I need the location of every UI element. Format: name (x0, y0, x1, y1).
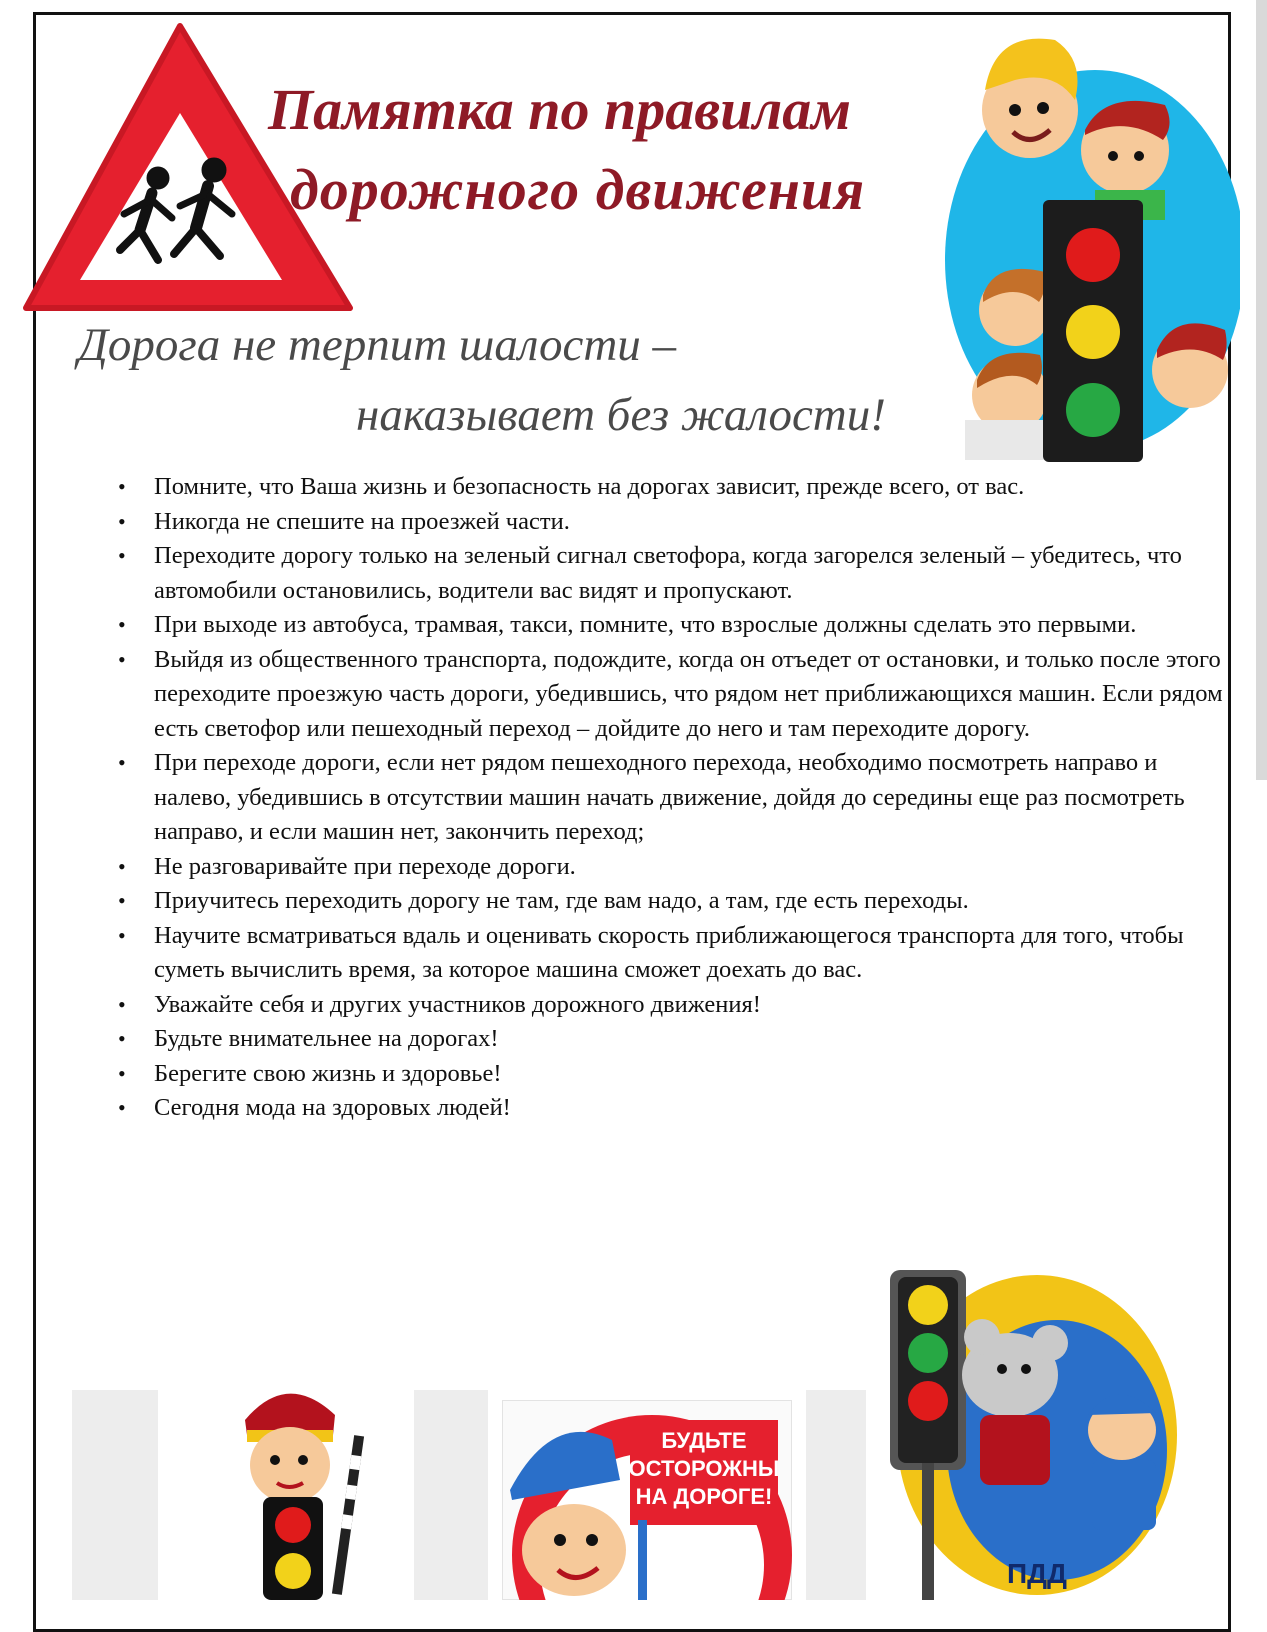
careful-on-road-sign (502, 1400, 792, 1600)
traffic-cop-illustration (225, 1375, 395, 1600)
placeholder-block (72, 1390, 158, 1600)
rule-item: • Никогда не спешите на проезжей части. (154, 505, 1234, 540)
page-title (268, 70, 1008, 230)
rule-item: • Берегите свою жизнь и здоровье! (154, 1057, 1234, 1092)
red-light-icon (1066, 228, 1120, 282)
rule-item: • Будьте внимательнее на дорогах! (154, 1022, 1234, 1057)
pdd-mice-illustration (862, 1265, 1182, 1600)
sign-text-line-3: НА ДОРОГЕ! (635, 1484, 773, 1509)
motto (78, 310, 886, 450)
title-line-1: Памятка по правилам (268, 77, 851, 142)
rule-item: • При переходе дороги, если нет рядом пешеходного перехода, необходимо посмотреть направо и налево, убедившись в отсутствии машин начать движение, дойдя до середины еще раз посмотреть направо, и если машин нет, закончить переход; (154, 746, 1234, 850)
placeholder-block (414, 1390, 488, 1600)
rule-item: • Выйдя из общественного транспорта, подождите, когда он отъедет от остановки, и только после этого переходите проезжую часть дороги, убедившись, что рядом нет приближающихся машин. Если рядом есть светофор или пешеходный переход – дойдите до него и там переходите дорогу. (154, 643, 1234, 747)
rule-item: • Переходите дорогу только на зеленый сигнал светофора, когда загорелся зеленый – убедитесь, что автомобили остановились, водители вас видят и пропускают. (154, 539, 1234, 608)
green-light-icon (1066, 383, 1120, 437)
sign-text-line-2: ОСТОРОЖНЫ (628, 1456, 780, 1481)
rule-item: • При выходе из автобуса, трамвая, такси, помните, что взрослые должны сделать это первыми. (154, 608, 1234, 643)
scrollbar[interactable] (1256, 0, 1267, 780)
rule-item: • Уважайте себя и других участников дорожного движения! (154, 988, 1234, 1023)
rules-list (118, 470, 1234, 1126)
sign-text-line-1: БУДЬТЕ (661, 1428, 747, 1453)
rule-item: • Приучитесь переходить дорогу не там, где вам надо, а там, где есть переходы. (154, 884, 1234, 919)
motto-line-2: наказывает без жалости! (356, 389, 886, 441)
rule-item: • Не разговаривайте при переходе дороги. (154, 850, 1234, 885)
rule-item: • Сегодня мода на здоровых людей! (154, 1091, 1234, 1126)
pdd-label: ПДД (1006, 1558, 1068, 1589)
title-line-2: дорожного движения (290, 157, 866, 222)
rule-item: • Научите всматриваться вдаль и оценивать скорость приближающегося транспорта для того, чтобы суметь вычислить время, за которое машина сможет доехать до вас. (154, 919, 1234, 988)
kids-traffic-light-illustration (935, 10, 1240, 470)
rule-item: • Помните, что Ваша жизнь и безопасность на дорогах зависит, прежде всего, от вас. (154, 470, 1234, 505)
motto-line-1: Дорога не терпит шалости – (78, 319, 677, 371)
bottom-illustrations (0, 1260, 1267, 1600)
placeholder-block (806, 1390, 866, 1600)
yellow-light-icon (1066, 305, 1120, 359)
